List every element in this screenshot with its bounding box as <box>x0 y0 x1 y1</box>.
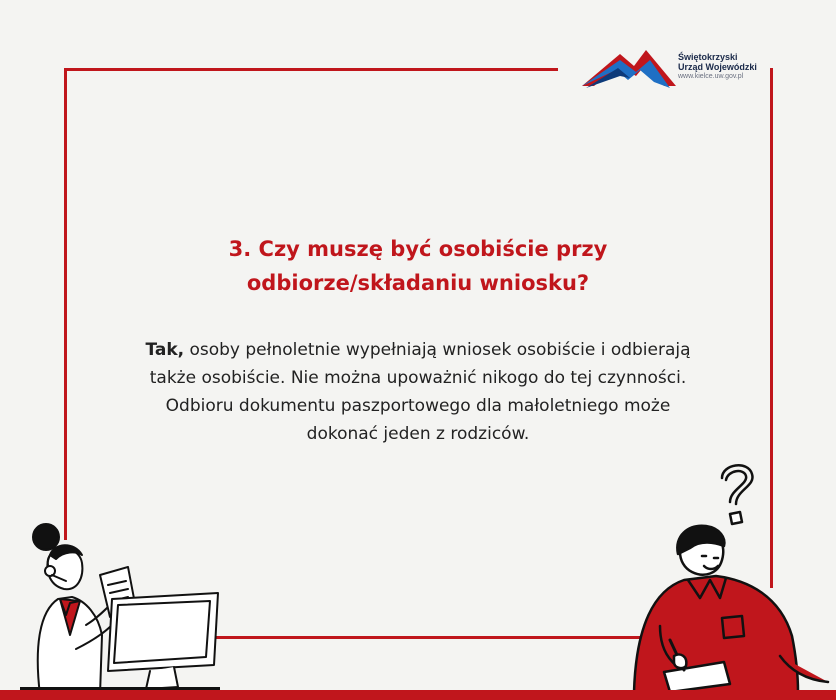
answer-line-1 <box>100 336 736 364</box>
frame-top-line <box>64 68 558 71</box>
answer-line-4: dokonać jeden z rodziców. <box>306 424 530 444</box>
answer-line-2: także osobiście. Nie można upoważnić nikogo do tej czynności. <box>149 368 687 388</box>
logo-url: www.kielce.uw.gov.pl <box>678 73 744 80</box>
answer-line-1-rest: osoby pełnoletnie wypełniają wniosek osobiście i odbierają <box>184 340 691 360</box>
answer-line-3: Odbioru dokumentu paszportowego dla małoletniego może <box>165 396 671 416</box>
question-line-1: 3. Czy muszę być osobiście przy <box>228 237 608 261</box>
logo-title-line2: Urząd Wojewódzki <box>678 62 757 72</box>
answer-text <box>100 336 736 448</box>
question-line-2: odbiorze/składaniu wniosku? <box>246 271 590 295</box>
frame-bottom-line <box>170 636 644 639</box>
answer-lead: Tak, <box>145 340 185 360</box>
woman-at-computer-illustration <box>0 515 230 695</box>
institution-logo <box>580 46 760 90</box>
question-heading <box>150 232 686 300</box>
man-writing-question-illustration <box>630 456 836 692</box>
frame-left-line <box>64 68 67 540</box>
bottom-accent-bar <box>0 690 836 700</box>
logo-title-line1: Świętokrzyski <box>678 52 738 62</box>
mountain-logo-icon <box>580 46 676 90</box>
